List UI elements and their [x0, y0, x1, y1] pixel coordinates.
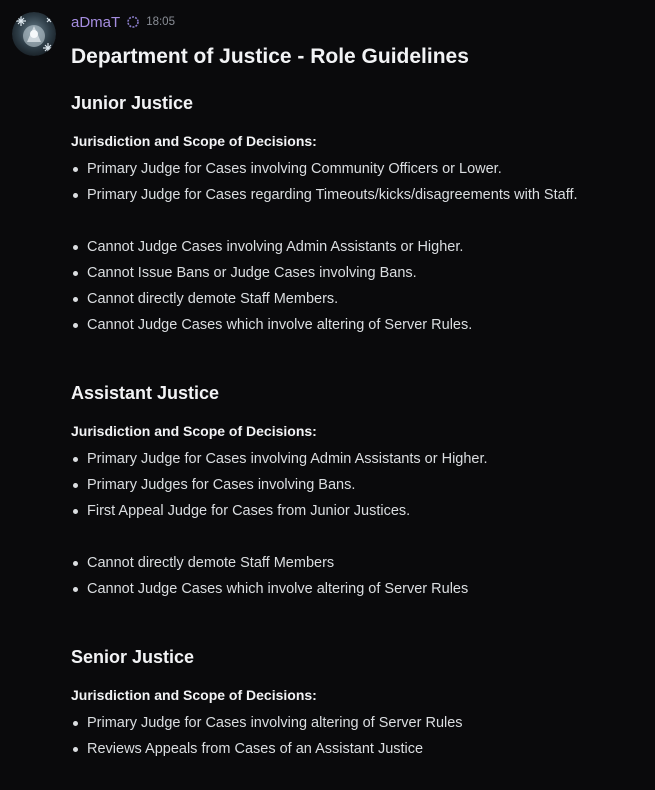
list-item: First Appeal Judge for Cases from Junior Justices. [71, 498, 641, 524]
section-subheading: Jurisdiction and Scope of Decisions: [71, 687, 317, 703]
list-item: Cannot Issue Bans or Judge Cases involving Bans. [71, 260, 641, 286]
allowed-list [71, 156, 641, 208]
sparkle-ring-icon[interactable] [126, 15, 140, 29]
allowed-list [71, 446, 641, 524]
list-item: Primary Judge for Cases regarding Timeouts/kicks/disagreements with Staff. [71, 182, 641, 208]
restricted-list [71, 234, 641, 338]
list-item: Cannot directly demote Staff Members [71, 550, 641, 576]
restricted-list [71, 550, 641, 602]
timestamp[interactable]: 18:05 [146, 16, 175, 28]
list-item: Primary Judge for Cases involving altering of Server Rules [71, 710, 641, 736]
avatar[interactable] [12, 12, 56, 56]
message-header [71, 12, 175, 32]
list-item: Cannot Judge Cases which involve altering of Server Rules [71, 576, 641, 602]
section-heading-junior: Junior Justice [71, 93, 194, 113]
section-subheading: Jurisdiction and Scope of Decisions: [71, 423, 317, 439]
list-item: Cannot Judge Cases which involve altering of Server Rules. [71, 312, 641, 338]
section-heading-senior: Senior Justice [71, 647, 195, 667]
section-subheading: Jurisdiction and Scope of Decisions: [71, 133, 317, 149]
message-content [71, 40, 641, 762]
section-heading-assistant: Assistant Justice [71, 383, 220, 403]
allowed-list [71, 710, 641, 762]
list-item: Cannot directly demote Staff Members. [71, 286, 641, 312]
list-item: Primary Judge for Cases involving Community Officers or Lower. [71, 156, 641, 182]
list-item: Primary Judges for Cases involving Bans. [71, 472, 641, 498]
list-item: Primary Judge for Cases involving Admin Assistants or Higher. [71, 446, 641, 472]
snowflake-globe-icon [12, 12, 56, 56]
document-title: Department of Justice - Role Guidelines [71, 45, 469, 68]
list-item: Cannot Judge Cases involving Admin Assistants or Higher. [71, 234, 641, 260]
username[interactable]: aDmaT [71, 13, 121, 31]
list-item: Reviews Appeals from Cases of an Assistant Justice [71, 736, 641, 762]
